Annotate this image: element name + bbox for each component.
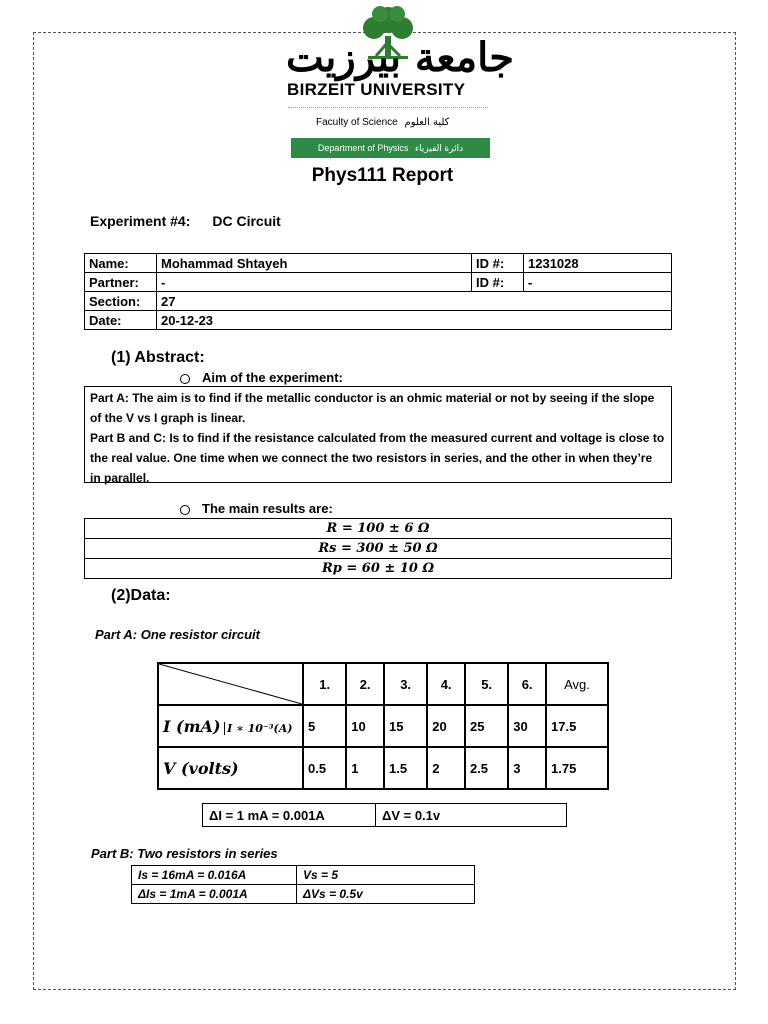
university-arabic-logo: جامعة بيرزيت	[286, 34, 515, 81]
department-ar: دائرة الفيزياء	[414, 143, 464, 153]
header-cell: 6.	[508, 663, 546, 705]
date-value: 20-12-23	[157, 311, 672, 330]
delta-i: ΔI = 1 mA = 0.001A	[203, 804, 376, 827]
current-sublabel: I ∗ 10⁻³(A)	[224, 722, 292, 735]
table-row	[85, 273, 672, 292]
experiment-number: Experiment #4:	[90, 213, 191, 229]
table-row	[158, 705, 608, 747]
table-row	[85, 539, 672, 559]
department-bar	[291, 138, 490, 158]
aim-box	[84, 386, 672, 483]
diagonal-line	[159, 664, 302, 704]
header-cell: 5.	[465, 663, 508, 705]
result-rp: Rp = 60 ± 10 Ω	[85, 559, 672, 579]
part-a-data-table	[157, 662, 609, 790]
result-r: R = 100 ± 6 Ω	[85, 519, 672, 539]
results-label-text: The main results are:	[202, 501, 333, 516]
diagonal-header-cell	[158, 663, 303, 705]
bullet-icon	[180, 505, 190, 515]
uncertainty-table	[202, 803, 567, 827]
department-en: Department of Physics	[317, 143, 409, 153]
table-cell: 1	[346, 747, 384, 789]
faculty-ar: كلية العلوم	[404, 117, 450, 128]
student-info-table	[84, 253, 672, 330]
id-value: 1231028	[524, 254, 672, 273]
table-row	[85, 311, 672, 330]
table-row	[158, 663, 608, 705]
table-row	[85, 519, 672, 539]
partner-id-label: ID #:	[472, 273, 524, 292]
delta-v: ΔV = 0.1v	[376, 804, 567, 827]
series-current-uncertainty: ΔIs = 1mA = 0.001A	[132, 885, 297, 904]
faculty-label	[316, 117, 449, 128]
table-cell: 10	[346, 705, 384, 747]
partner-value: -	[157, 273, 472, 292]
table-cell: 0.5	[303, 747, 346, 789]
aim-label-text: Aim of the experiment:	[202, 370, 343, 385]
series-voltage-uncertainty: ΔVs = 0.5v	[297, 885, 475, 904]
partner-id-value: -	[524, 273, 672, 292]
table-cell: 30	[508, 705, 546, 747]
aim-part-bc: Part B and C: Is to find if the resistance calculated from the measured current and voltage is close to the real value. One time when we connect the two resistors in series, and the other in when they’re in parallel.	[90, 431, 665, 485]
results-table	[84, 518, 672, 579]
part-a-title: Part A: One resistor circuit	[95, 627, 260, 642]
experiment-heading	[90, 213, 281, 229]
name-value: Mohammad Shtayeh	[157, 254, 472, 273]
table-row	[85, 254, 672, 273]
header-cell: 2.	[346, 663, 384, 705]
series-current: Is = 16mA = 0.016A	[132, 866, 297, 885]
results-label	[180, 501, 333, 516]
table-cell: 20	[427, 705, 465, 747]
abstract-heading: (1) Abstract:	[111, 349, 205, 366]
voltage-label: V (volts)	[163, 758, 239, 778]
table-cell: 15	[384, 705, 427, 747]
series-voltage: Vs = 5	[297, 866, 475, 885]
voltage-label-cell	[158, 747, 303, 789]
header-cell: 4.	[427, 663, 465, 705]
table-cell: 1.75	[546, 747, 608, 789]
table-cell: 2.5	[465, 747, 508, 789]
experiment-name: DC Circuit	[212, 213, 281, 229]
date-label: Date:	[85, 311, 157, 330]
current-label-cell	[158, 705, 303, 747]
bullet-icon	[180, 374, 190, 384]
table-row	[85, 292, 672, 311]
section-value: 27	[157, 292, 672, 311]
table-row	[203, 804, 567, 827]
data-heading: (2)Data:	[111, 587, 171, 604]
university-name: BIRZEIT UNIVERSITY	[287, 80, 466, 99]
name-label: Name:	[85, 254, 157, 273]
part-b-title: Part B: Two resistors in series	[91, 846, 278, 861]
header-cell-avg: Avg.	[546, 663, 608, 705]
report-title: Phys111 Report	[311, 165, 454, 186]
series-table	[131, 865, 475, 904]
table-row	[132, 885, 475, 904]
table-cell: 5	[303, 705, 346, 747]
table-row	[85, 559, 672, 579]
current-label: I (mA)	[163, 716, 221, 736]
partner-label: Partner:	[85, 273, 157, 292]
table-row	[132, 866, 475, 885]
table-cell: 25	[465, 705, 508, 747]
section-label: Section:	[85, 292, 157, 311]
aim-label	[180, 370, 343, 385]
table-cell: 1.5	[384, 747, 427, 789]
table-row	[158, 747, 608, 789]
id-label: ID #:	[472, 254, 524, 273]
table-cell: 17.5	[546, 705, 608, 747]
header-divider	[288, 107, 488, 108]
aim-part-a: Part A: The aim is to find if the metallic conductor is an ohmic material or not by seeing if the slope of the V vs I graph is linear.	[90, 391, 655, 425]
header-cell: 1.	[303, 663, 346, 705]
table-cell: 3	[508, 747, 546, 789]
header-cell: 3.	[384, 663, 427, 705]
result-rs: Rs = 300 ± 50 Ω	[85, 539, 672, 559]
faculty-en: Faculty of Science	[316, 117, 398, 128]
table-cell: 2	[427, 747, 465, 789]
